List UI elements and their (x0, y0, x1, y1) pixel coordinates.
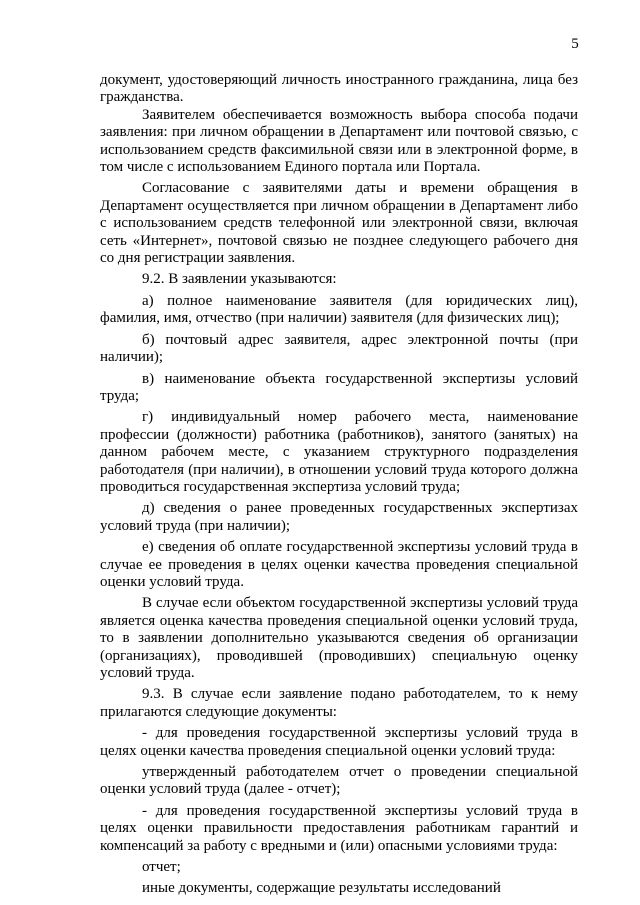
paragraph: документ, удостоверяющий личность иностранного гражданина, лица без гражданства. (100, 72, 578, 106)
list-item: г) индивидуальный номер рабочего места, наименование профессии (должности) работника (работников), занятого (занятых) на данном рабочем месте, с указанием структурного подразделения работодателя (при наличии), в отношении условий труда которого должна проводиться государственная экспертиза условий труда; (100, 409, 578, 495)
list-item: б) почтовый адрес заявителя, адрес электронной почты (при наличии); (100, 331, 578, 366)
paragraph: Заявителем обеспечивается возможность выбора способа подачи заявления: при личном обращении в Департамент или почтовой связью, с использованием средств факсимильной связи или в электронной форме, в том числе с использованием Единого портала или Портала. (100, 106, 578, 176)
list-item: утвержденный работодателем отчет о проведении специальной оценки условий труда (далее - отчет); (100, 764, 578, 798)
list-item: - для проведения государственной экспертизы условий труда в целях оценки качества проведения специальной оценки условий труда: (100, 725, 578, 759)
list-item: е) сведения об оплате государственной экспертизы условий труда в случае ее проведения в целях оценки качества проведения специальной оценки условий труда. (100, 539, 578, 590)
list-item: в) наименование объекта государственной экспертизы условий труда; (100, 370, 578, 404)
section-heading: 9.2. В заявлении указываются: (142, 271, 337, 288)
list-item: д) сведения о ранее проведенных государственных экспертизах условий труда (при наличии); (100, 500, 578, 534)
document-body (100, 72, 578, 898)
paragraph: Согласование с заявителями даты и времени обращения в Департамент осуществляется при личном обращении в Департамент либо с использованием средств телефонной или электронной связи, включая сеть «Интернет», почтовой связью не позднее следующего рабочего дня со дня регистрации заявления. (100, 180, 578, 267)
section-heading: 9.3. В случае если заявление подано работодателем, то к нему прилагаются следующие документы: (100, 686, 578, 720)
list-item: отчет; (142, 859, 181, 876)
list-item: а) полное наименование заявителя (для юридических лиц), фамилия, имя, отчество (при наличии) заявителя (для физических лиц); (100, 292, 578, 327)
list-item: - для проведения государственной экспертизы условий труда в целях оценки правильности предоставления работникам гарантий и компенсаций за работу с вредными и (или) опасными условиями труда: (100, 802, 578, 854)
page-number: 5 (571, 36, 579, 52)
list-item: иные документы, содержащие результаты исследований (142, 880, 501, 897)
paragraph: В случае если объектом государственной экспертизы условий труда является оценка качества проведения специальной оценки условий труда, то в заявлении дополнительно указываются сведения об организации (организациях), проводившей (проводивших) специальную оценку условий труда. (100, 595, 578, 681)
